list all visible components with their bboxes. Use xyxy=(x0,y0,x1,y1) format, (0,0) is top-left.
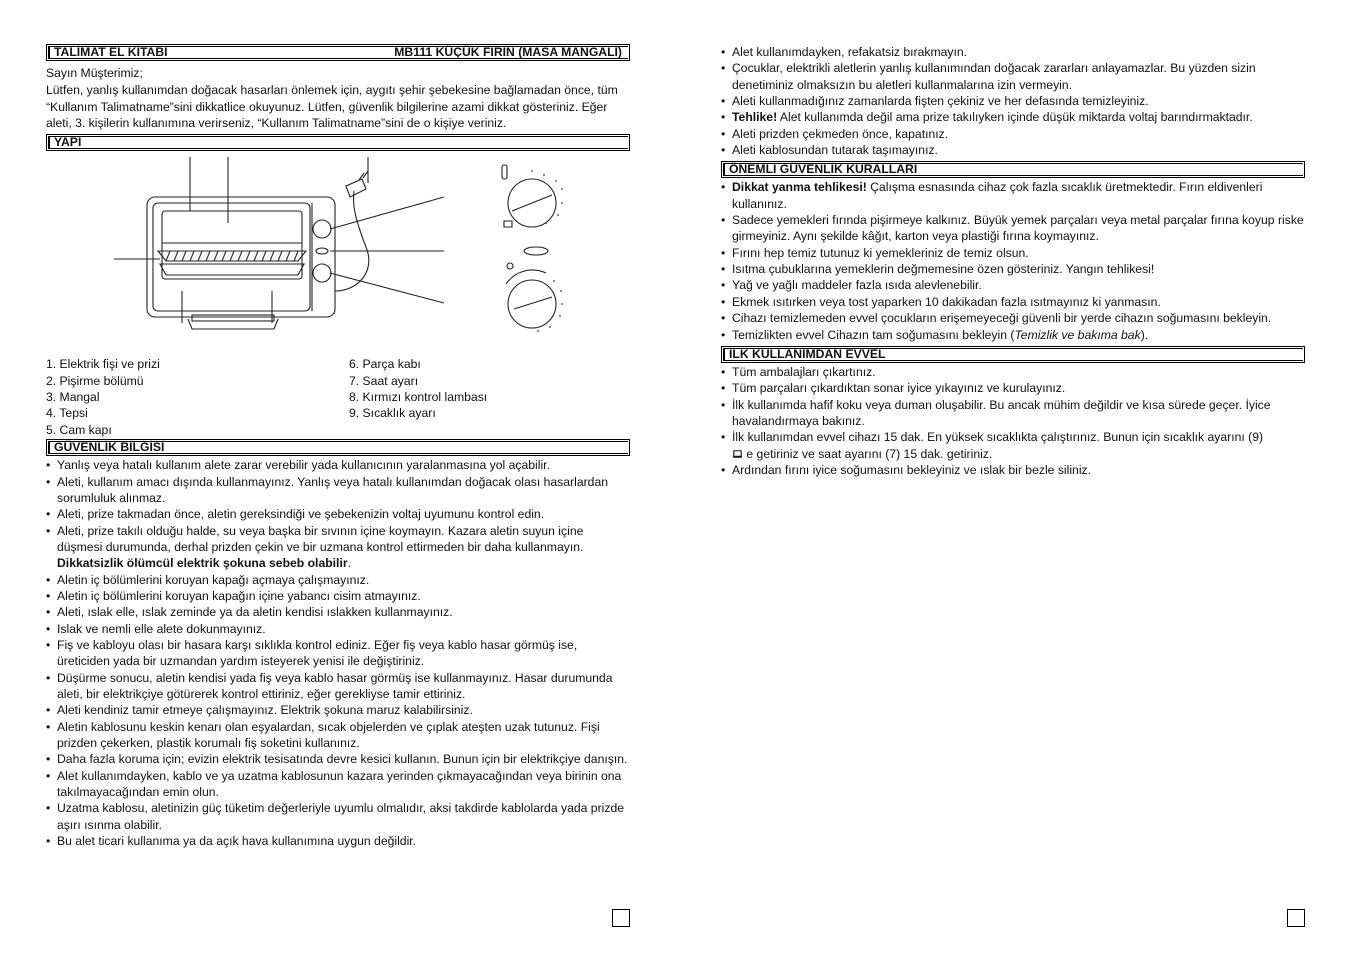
guvenlik-list xyxy=(46,457,630,849)
ilk-title: İLK KULLANIMDAN EVVEL xyxy=(729,346,886,361)
list-item: • Aleti prizden çekmeden önce, kapatınız. xyxy=(721,126,1305,142)
part-item: 7. Saat ayarı xyxy=(349,373,419,388)
list-item: • Aleti kullanmadığınız zamanlarda fişten çekiniz ve her defasında temizleyiniz. xyxy=(721,93,1305,109)
list-item-text: Alet kullanımda değil ama prize takılıyken içinde düşük miktarda voltaj barındırmaktadır. xyxy=(779,110,1253,125)
right-top-list xyxy=(721,44,1305,158)
list-item: • Fiş ve kabloyu olası bir hasara karşı sıklıkla kontrol ediniz. Eğer fiş veya kablo hasar görmüş ise, üreticiden yada bir uzmandan yardım isteyerek yenisi ile değiştiriniz. xyxy=(46,637,630,670)
list-item xyxy=(721,429,1305,462)
list-item: • Aleti, prize takmadan önce, aletin gereksindiği ve şebekenizin voltaj uyumunu kontrol edin. xyxy=(46,506,630,522)
knob-dots xyxy=(531,170,563,332)
onemli-list xyxy=(721,179,1305,342)
part-item: 6. Parça kabı xyxy=(349,357,421,372)
yapi-title: YAPI xyxy=(54,135,82,150)
ilk-header xyxy=(721,346,1305,363)
list-item: • Alet kullanımdayken, refakatsiz bırakmayın. xyxy=(721,44,1305,60)
part-item: 9. Sıcaklık ayarı xyxy=(349,406,436,421)
right-column xyxy=(721,44,1305,478)
list-item: • Tüm parçaları çıkardıktan sonar iyice yıkayınız ve kurulayınız. xyxy=(721,380,1305,396)
lamp-zoom xyxy=(524,247,548,255)
list-item: • Isıtma çubuklarına yemeklerin değmemesine özen gösteriniz. Yangın tehlikesi! xyxy=(721,261,1305,277)
tehlike-label: Tehlike! xyxy=(732,110,778,125)
list-item: • Uzatma kablosu, aletinizin güç tüketim değerleriyle uyumlu olmalıdır, aksi takdirde kablolarda yada prizde aşırı ısınma olabilir. xyxy=(46,800,630,833)
left-column xyxy=(46,44,630,849)
manual-header xyxy=(46,44,630,61)
list-item: • Aletin iç bölümlerini koruyan kapağın içine yabancı cisim atmayınız. xyxy=(46,588,630,604)
oven-rack xyxy=(158,243,306,261)
list-item-text: Temizlikten evvel Cihazın tam soğumasını bekleyin ( xyxy=(732,327,1015,342)
part-item: 8. Kırmızı kontrol lambası xyxy=(349,390,488,404)
list-item-text: ). xyxy=(1140,327,1149,342)
door-handle-bar xyxy=(192,315,274,321)
list-item: • Aleti kablosundan tutarak taşımayınız. xyxy=(721,142,1305,158)
list-item: • Sadece yemekleri fırında pişirmeye kalkınız. Büyük yemek parçaları veya metal parçalar fırına koyup riske girmeyiniz. Aynı şekilde kâğıt, karton veya plastiği fırına koymayınız. xyxy=(721,212,1305,245)
intro-greeting: Sayın Müşterimiz; xyxy=(46,66,143,80)
part-item: 4. Tepsi xyxy=(46,406,88,421)
list-item-text: İlk kullanımdan evvel cihazı 15 dak. En yüksek sıcaklıkta çalıştırınız. Bunun için sıcaklık ayarını (9) xyxy=(732,430,1264,445)
clock-icon xyxy=(507,263,513,269)
oven-window xyxy=(162,211,302,279)
parts-list xyxy=(46,356,630,438)
list-item: • Daha fazla koruma için; evizin elektrik tesisatında devre kesici kullanın. Bunun için bir elektrikçiye danışın. xyxy=(46,751,630,767)
intro-text: Lütfen, yanlış kullanımdan doğacak hasarları önlemek için, aygıtı şehir şebekesine bağlamadan önce, tüm “Kullanım Talimatname”sini dikkatlice okuyunuz. Lütfen, güvenlik bilgilerine azami dikkat gösteriniz. Eğer aleti, 3. kişilerin kullanımına verirseniz, “Kullanım Talimatname”sini de o kişiye veriniz. xyxy=(46,82,618,131)
oven-tray xyxy=(160,264,304,275)
list-item xyxy=(721,327,1305,343)
manual-title: TALİMAT EL KİTABI xyxy=(54,45,168,59)
temp-knob xyxy=(313,264,331,282)
ilk-list xyxy=(721,364,1305,478)
page-number-box-left xyxy=(612,909,630,927)
toast-icon xyxy=(504,221,512,227)
list-item-text: e getiriniz ve saat ayarını (7) 15 dak. getiriniz. xyxy=(746,446,993,461)
model-title: MB111 KÜÇÜK FIRIN (MASA MANGALI) xyxy=(394,45,622,59)
list-item: • Aleti, kullanım amacı dışında kullanmayınız. Yanlış veya hatalı kullanımdan doğacak olası hasarlardan sorumluluk alınmaz. xyxy=(46,474,630,507)
page-number-box-right xyxy=(1287,909,1305,927)
oven-diagram xyxy=(46,151,630,356)
part-item: 1. Elektrik fişi ve prizi xyxy=(46,357,160,372)
list-item xyxy=(721,179,1305,212)
part-item: 5. Cam kapı xyxy=(46,422,112,437)
part-item: 2. Pişirme bölümü xyxy=(46,373,144,388)
onemli-title: ÖNEMLİ GÜVENLİK KURALLARI xyxy=(729,162,918,177)
list-item: • Bu alet ticari kullanıma ya da açık hava kullanımına uygun değildir. xyxy=(46,833,630,849)
yapi-header xyxy=(46,134,630,151)
parts-left xyxy=(46,356,349,438)
burn-warning: Dikkat yanma tehlikesi! xyxy=(732,180,867,195)
list-item: • Fırını hep temiz tutunuz ki yemekleriniz de temiz olsun. xyxy=(721,245,1305,261)
list-item xyxy=(721,109,1305,125)
timer-knob xyxy=(313,220,331,238)
parts-right xyxy=(349,356,629,438)
timer-scale-icon xyxy=(502,165,507,179)
list-item: • İlk kullanımda hafif koku veya duman oluşabilir. Bu ancak mühim değildir ve kısa sürede geçer. İyice havalandırmaya bakınız. xyxy=(721,397,1305,430)
rack-bars xyxy=(166,251,298,261)
list-item: • Cihazı temizlemeden evvel çocukların erişemeyeceği güvenli bir yerde cihazın soğumasını bekleyin. xyxy=(721,310,1305,326)
control-lamp xyxy=(316,248,328,254)
list-item: • Alet kullanımdayken, kablo ve ya uzatma kablosunun kazara yerinden çıkmayacağından veya birinin ona takılmayacağından emin olun. xyxy=(46,768,630,801)
temp-knob-zoom xyxy=(508,280,556,328)
guvenlik-title: GÜVENLİK BİLGİSİ xyxy=(54,440,165,455)
list-item: • Aleti, prize takılı olduğu halde, su veya başka bir sıvının içine koymayın. Kazara aletin suyun içine düşmesi durumunda, derhal prizden çekin ve bir uzmana kontrol ettirmeden bir daha kullanmayın. Dikkatsizlik ölümcül elektrik şokuna sebeb olabilir. xyxy=(46,523,630,572)
list-item: • Aletin kablosunu keskin kenarı olan eşyalardan, sıcak objelerden ve çıplak ateşten uzak tutunuz. Fişi prizden çekerken, plastik korumalı fiş soketini kullanınız. xyxy=(46,719,630,752)
list-item: • Ardından fırını iyice soğumasını bekleyiniz ve ıslak bir bezle siliniz. xyxy=(721,462,1305,478)
list-item: • Islak ve nemli elle alete dokunmayınız. xyxy=(46,621,630,637)
list-item: • Aleti, ıslak elle, ıslak zeminde ya da aletin kendisi ıslakken kullanmayınız. xyxy=(46,604,630,620)
list-item-text: Aleti, prize takılı olduğu halde, su veya başka bir sıvının içine koymayın. Kazara aletin suyun içine düşmesi durumunda, derhal prizden çekin ve bir uzmana kontrol ettirmeden bir daha kullanmayın. xyxy=(57,523,584,554)
list-item: • Düşürme sonucu, aletin kendisi yada fiş veya kablo hasar görmüş ise kullanmayınız. Hasar durumunda aleti, bir elektrikçiye götürerek kontrol ettiriniz, eğer gerekliyse tamir ettiriniz. xyxy=(46,670,630,703)
guvenlik-header xyxy=(46,439,630,456)
list-item: • Tüm ambalajları çıkartınız. xyxy=(721,364,1305,380)
onemli-header xyxy=(721,161,1305,178)
list-item: • Yanlış veya hatalı kullanım alete zarar verebilir yada kullanıcının yaralanmasına yol açabilir. xyxy=(46,457,630,473)
part-item: 3. Mangal xyxy=(46,390,100,404)
list-item-text: Çalışma esnasında cihaz çok fazla sıcaklık üretmektedir. Fırın eldivenleri kullanınız. xyxy=(732,180,1263,211)
toast-symbol-icon xyxy=(732,448,743,459)
list-item: • Yağ ve yağlı maddeler fazla ısıda alevlenebilir. xyxy=(721,277,1305,293)
list-item: • Çocuklar, elektrikli aletlerin yanlış kullanımından doğacak zararları anlayamazlar. Bu yüzden sizin denetiminiz olmaksızın bu aletleri kullanmalarına izin vermeyin. xyxy=(721,60,1305,93)
power-plug xyxy=(346,179,366,197)
list-item: • Aletin iç bölümlerini koruyan kapağı açmaya çalışmayınız. xyxy=(46,572,630,588)
bold-warning: Dikkatsizlik ölümcül elektrik şokuna sebeb olabilir xyxy=(57,556,348,571)
list-item: • Aleti kendiniz tamir etmeye çalışmayınız. Elektrik şokuna maruz kalabilirsiniz. xyxy=(46,702,630,718)
cross-reference: Temizlik ve bakıma bak xyxy=(1014,327,1141,342)
list-item: • Ekmek ısıtırken veya tost yaparken 10 dakikadan fazla ısıtmayınız ki yanmasın. xyxy=(721,294,1305,310)
